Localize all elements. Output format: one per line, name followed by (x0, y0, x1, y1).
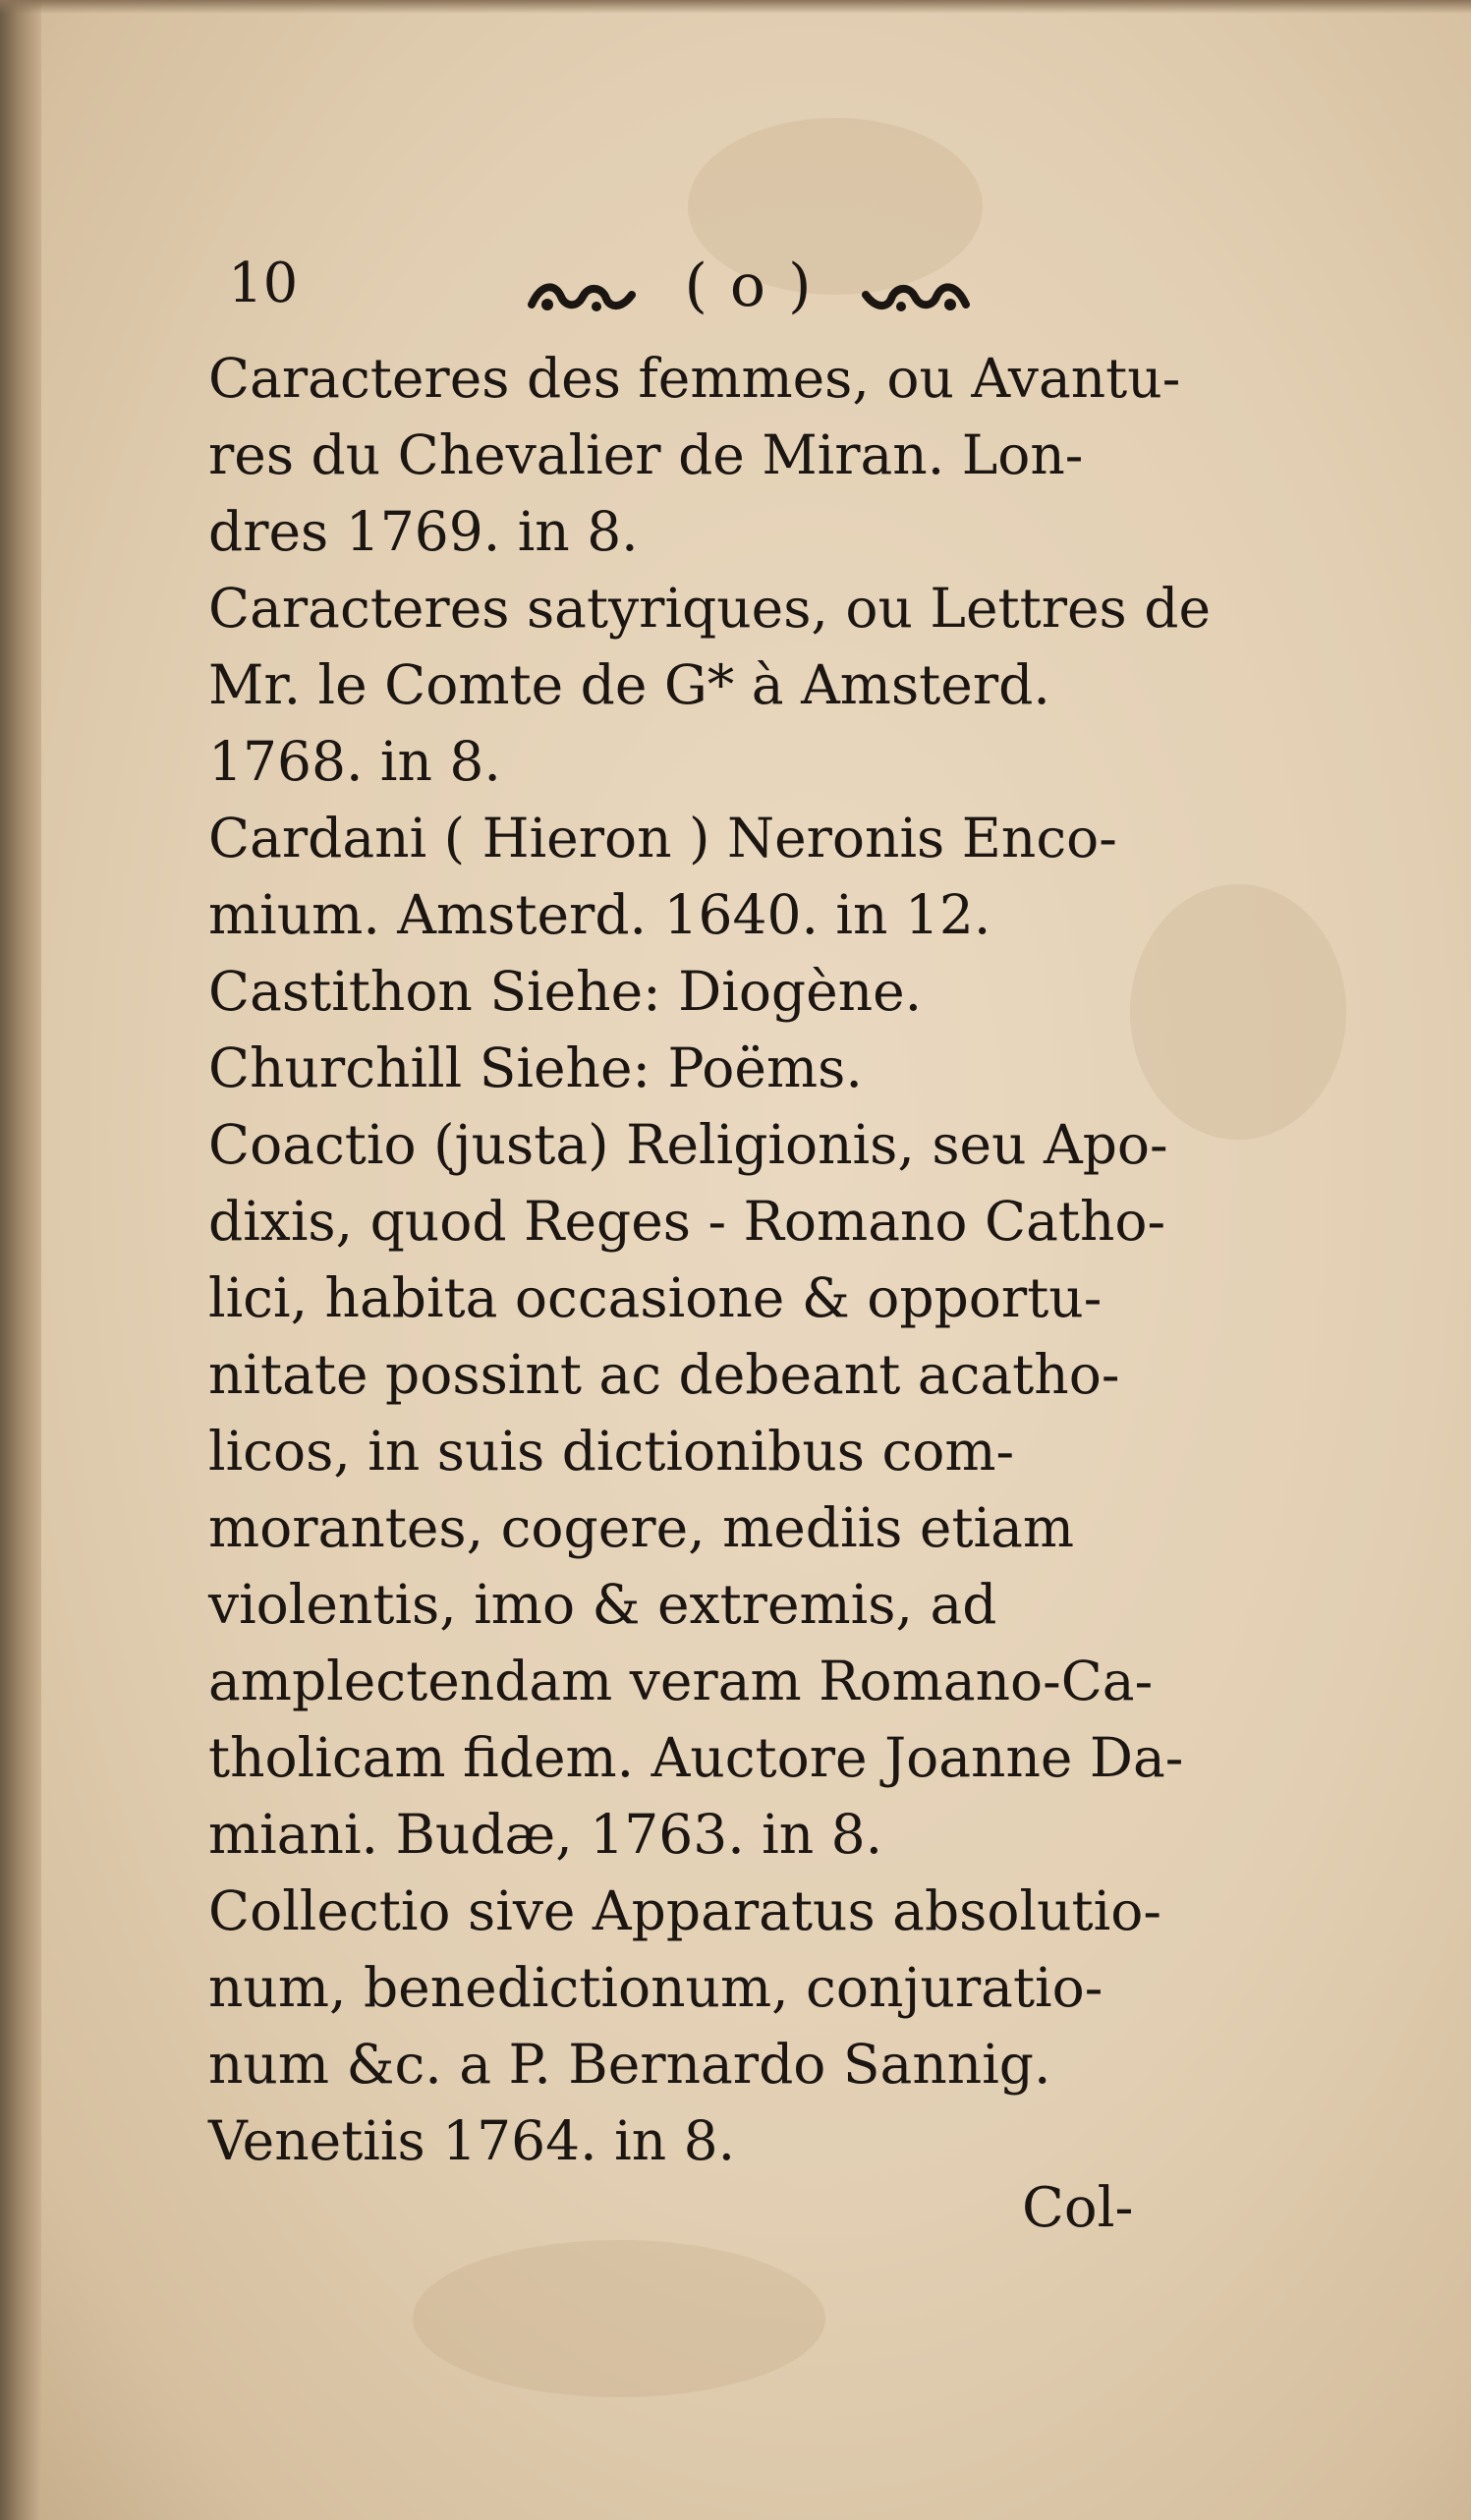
page-number: 10 (228, 252, 299, 315)
catalog-entry (208, 340, 1279, 570)
entry-line: Castithon Siehe: Diogène. (208, 960, 923, 1023)
entry-line: 1768. in 8. (208, 730, 501, 793)
entry-line: licos, in suis dictionibus com- (208, 1420, 1015, 1483)
catchword: Col- (1022, 2176, 1134, 2240)
entry-line: nitate possint ac debeant acatho- (208, 1343, 1120, 1406)
entry-line: Churchill Siehe: Poëms. (208, 1036, 863, 1099)
entry-line: dixis, quod Reges - Romano Catho- (208, 1190, 1166, 1253)
entry-line: Mr. le Comte de G* à Amsterd. (208, 653, 1050, 716)
entry-line: Venetiis 1764. in 8. (208, 2109, 736, 2172)
entry-line: Cardani ( Hieron ) Neronis Enco- (208, 807, 1117, 869)
entry-line: Collectio sive Apparatus absolutio- (208, 1879, 1161, 1942)
entry-line: Caracteres des femmes, ou Avantu- (208, 347, 1181, 410)
page-top-edge (0, 0, 1471, 14)
printer-ornament-right-icon (862, 264, 970, 308)
entry-line: morantes, cogere, mediis etiam (208, 1496, 1075, 1559)
catalog-entry (208, 953, 1279, 1030)
printer-ornament-left-icon (528, 264, 636, 308)
entry-line: Caracteres satyriques, ou Lettres de (208, 577, 1211, 640)
entry-line: Coactio (justa) Religionis, seu Apo- (208, 1113, 1168, 1176)
page-binding-edge (0, 0, 41, 2520)
entry-line: tholicam fidem. Auctore Joanne Da- (208, 1726, 1184, 1789)
page-header (228, 248, 1053, 336)
paper-stain (413, 2240, 825, 2397)
entry-line: dres 1769. in 8. (208, 500, 639, 563)
catalog-entry (208, 1106, 1279, 1873)
catalog-entry (208, 1873, 1279, 2179)
catalog-entry (208, 570, 1279, 800)
running-head (503, 248, 994, 320)
entry-line: violentis, imo & extremis, ad (208, 1573, 997, 1636)
entry-line: amplectendam veram Romano-Ca- (208, 1650, 1154, 1712)
entry-line: num, benedictionum, conjuratio- (208, 1956, 1103, 2019)
catalog-entries (208, 340, 1279, 2179)
entry-line: res du Chevalier de Miran. Lon- (208, 423, 1084, 486)
running-head-label: ( o ) (684, 252, 814, 321)
entry-line: miani. Budæ, 1763. in 8. (208, 1803, 883, 1866)
catalog-entry (208, 1030, 1279, 1106)
entry-line: mium. Amsterd. 1640. in 12. (208, 883, 991, 946)
catalog-entry (208, 800, 1279, 953)
entry-line: lici, habita occasione & opportu- (208, 1266, 1103, 1329)
entry-line: num &c. a P. Bernardo Sannig. (208, 2033, 1051, 2096)
